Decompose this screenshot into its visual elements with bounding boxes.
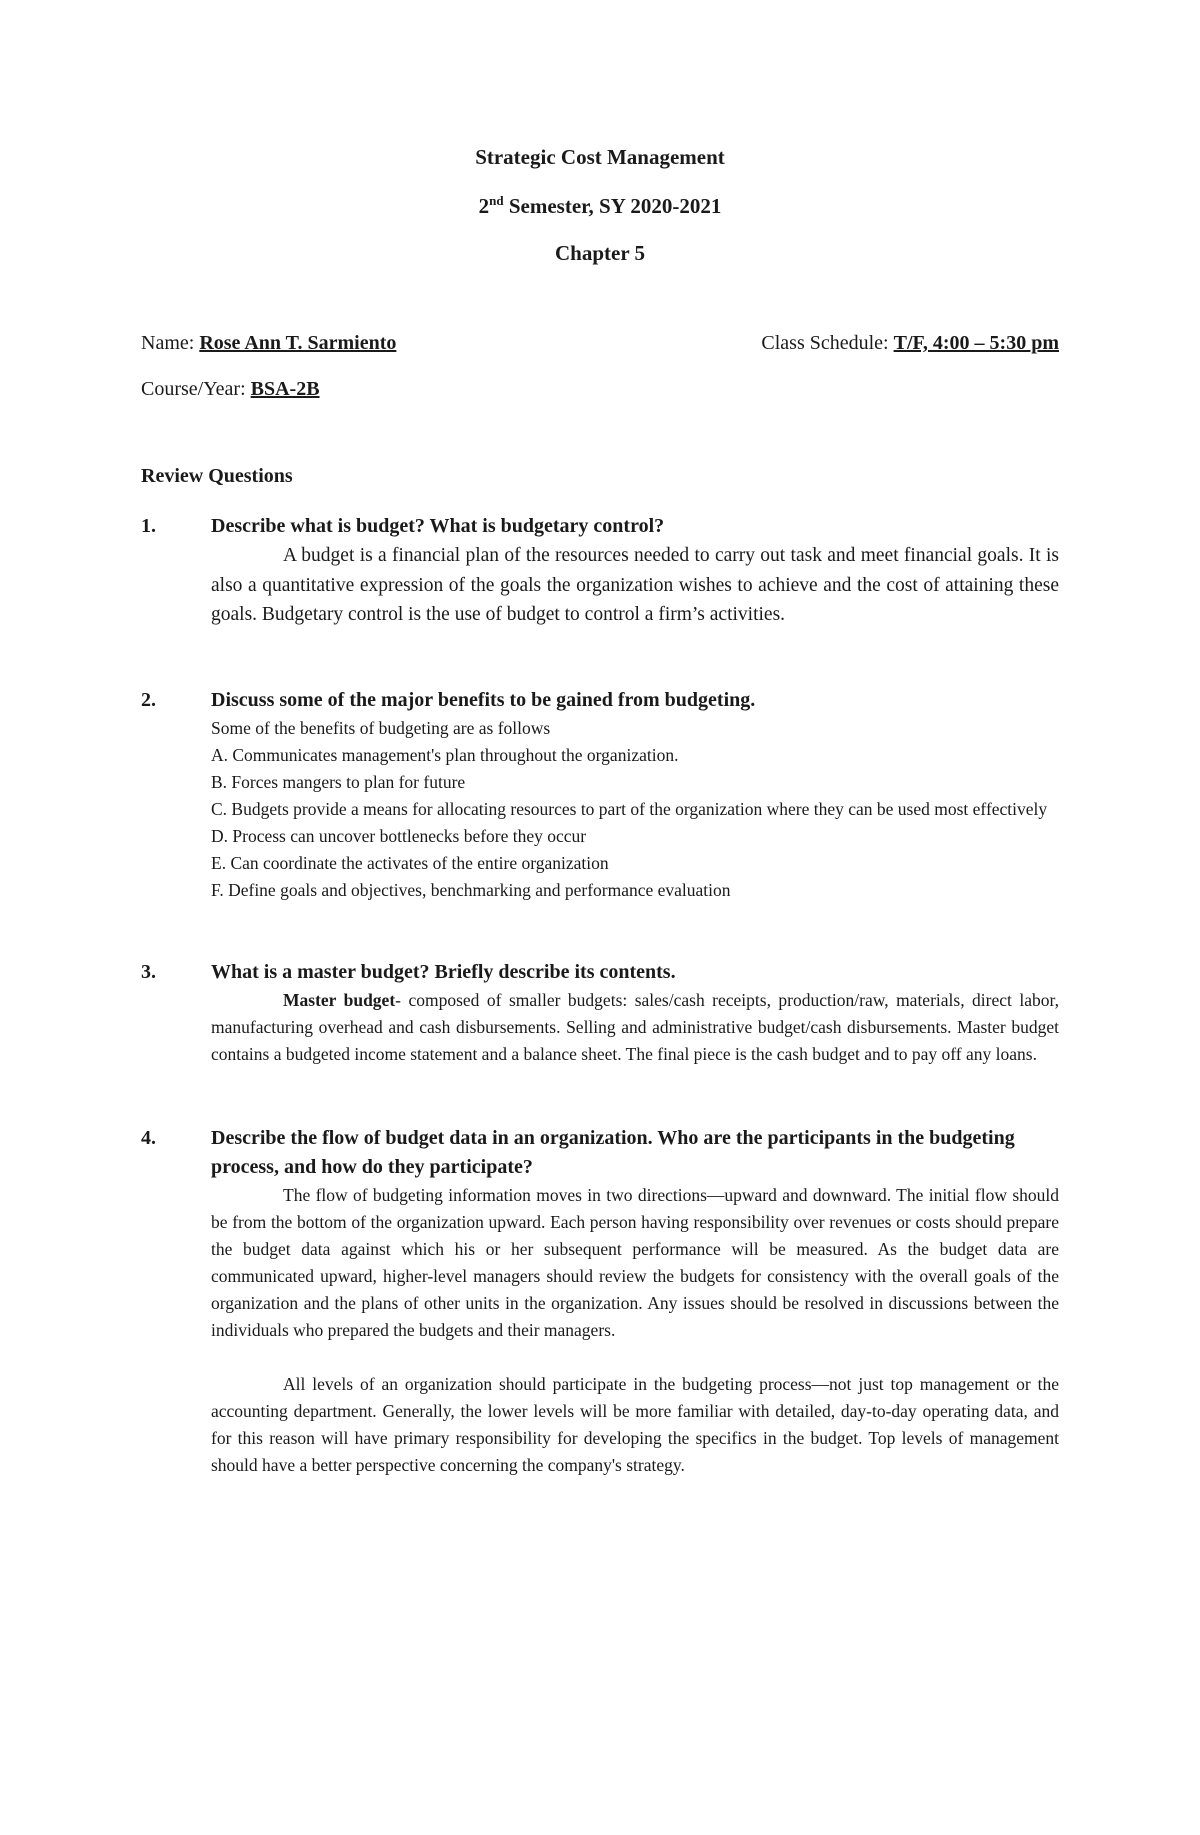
question-number: 1. bbox=[141, 515, 156, 537]
course-year bbox=[141, 378, 320, 401]
name-label: Name: bbox=[141, 332, 200, 354]
semester-ordinal: nd bbox=[489, 193, 504, 208]
benefits-list bbox=[211, 742, 1059, 904]
course-label: Course/Year: bbox=[141, 378, 251, 400]
class-schedule bbox=[761, 332, 1059, 355]
list-item: E. Can coordinate the activates of the entire organization bbox=[211, 853, 609, 873]
schedule-label: Class Schedule: bbox=[761, 332, 894, 354]
benefits-intro: Some of the benefits of budgeting are as follows bbox=[211, 718, 551, 738]
answer-block bbox=[211, 715, 1059, 904]
list-item: B. Forces mangers to plan for future bbox=[211, 772, 466, 792]
list-item: D. Process can uncover bottlenecks before they occur bbox=[211, 826, 587, 846]
question-3 bbox=[141, 958, 1059, 1068]
question-text: Describe what is budget? What is budgetary control? bbox=[211, 515, 665, 537]
question-number: 4. bbox=[141, 1127, 156, 1149]
question-text: Describe the flow of budget data in an organization. Who are the participants in the budgeting process, and how do they participate? bbox=[211, 1127, 1015, 1178]
answer-term: Master budget bbox=[283, 990, 396, 1010]
list-item: C. Budgets provide a means for allocating resources to part of the organization where they can be used most effectively bbox=[211, 799, 1048, 819]
review-heading: Review Questions bbox=[141, 465, 293, 487]
question-4 bbox=[141, 1124, 1059, 1479]
answer-text bbox=[211, 987, 1059, 1068]
answer-paragraph: The flow of budgeting information moves in two directions—upward and downward. The initial flow should be from the bottom of the organization upward. Each person having responsibility over revenues or costs should prepare the budget data against which his or her subsequent performance will be measured. As the budget data are communicated upward, higher-level managers should review the budgets for consistency with the overall goals of the organization and the plans of other units in the organization. Any issues should be resolved in discussions between the individuals who prepared the budgets and their managers. bbox=[211, 1185, 1059, 1340]
list-item: F. Define goals and objectives, benchmarking and performance evaluation bbox=[211, 880, 731, 900]
answer-block bbox=[211, 1182, 1059, 1479]
name-value: Rose Ann T. Sarmiento bbox=[199, 332, 397, 354]
student-name bbox=[141, 332, 396, 355]
question-1 bbox=[141, 512, 1059, 630]
answer-paragraph: All levels of an organization should participate in the budgeting process—not just top management or the accounting department. Generally, the lower levels will be more familiar with detailed, day-to-day operating data, and for this reason will have primary responsibility for developing the specifics in the budget. Top levels of management should have a better perspective concerning the company's strategy. bbox=[211, 1374, 1059, 1475]
question-number: 3. bbox=[141, 961, 156, 983]
semester-line bbox=[0, 193, 1200, 219]
question-number: 2. bbox=[141, 689, 156, 711]
answer-text: A budget is a financial plan of the resources needed to carry out task and meet financial goals. It is also a quantitative expression of the goals the organization wishes to achieve and the cost of attaining these goals. Budgetary control is the use of budget to control a firm’s activities. bbox=[211, 545, 1059, 625]
question-2 bbox=[141, 686, 1059, 904]
chapter-title: Chapter 5 bbox=[554, 241, 646, 265]
answer-definition: - composed of smaller budgets: sales/cash receipts, production/raw, materials, direct labor, manufacturing overhead and cash disbursements. Selling and administrative budget/cash disbursements. Master budget contains a budgeted income statement and a balance sheet. The final piece is the cash budget and to pay off any loans. bbox=[211, 990, 1059, 1064]
question-text: Discuss some of the major benefits to be gained from budgeting. bbox=[211, 689, 756, 711]
course-value: BSA-2B bbox=[250, 378, 320, 400]
question-text: What is a master budget? Briefly describe its contents. bbox=[211, 961, 676, 983]
schedule-value: T/F, 4:00 – 5:30 pm bbox=[893, 332, 1059, 354]
semester-text: Semester, SY 2020-2021 bbox=[503, 194, 722, 218]
list-item: A. Communicates management's plan throughout the organization. bbox=[211, 745, 679, 765]
course-title: Strategic Cost Management bbox=[475, 145, 725, 169]
semester-number: 2 bbox=[478, 194, 490, 218]
